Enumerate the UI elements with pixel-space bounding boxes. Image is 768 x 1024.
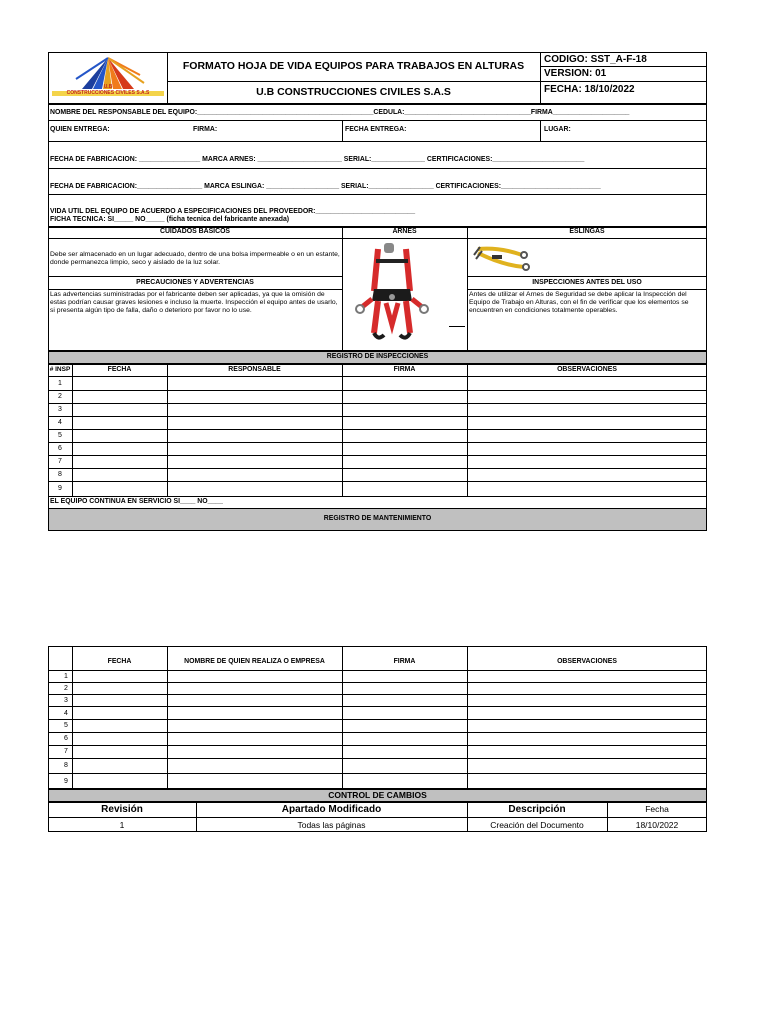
mant-header-observaciones: OBSERVACIONES — [557, 658, 617, 665]
continua-servicio[interactable]: EL EQUIPO CONTINUA EN SERVICIO SI____ NO____ — [50, 498, 223, 505]
lugar-label: LUGAR: — [544, 126, 571, 133]
inspecciones-table — [48, 364, 707, 510]
ficha-tecnica-field[interactable]: FICHA TECNICA: SI_____ NO_____ (ficha tecnica del fabricante anexada) — [50, 216, 290, 223]
harness-image — [348, 241, 444, 347]
cc-row-descripcion: Creación del Documento — [490, 820, 584, 830]
mant-row-num: 7 — [64, 748, 68, 755]
fabricacion-arnes-field[interactable]: FECHA DE FABRICACION: ________________ MARCA ARNES: ______________________ SERIAL:______________ CERTIFICACIONES:________________________ — [50, 156, 585, 163]
lanyard-image — [472, 241, 532, 274]
precauciones-title: PRECAUCIONES Y ADVERTENCIAS — [136, 279, 254, 286]
cuidados-title: CUIDADOS BÁSICOS — [159, 228, 231, 235]
cc-header-revision: Revisión — [101, 804, 143, 815]
insp-row-num: 6 — [58, 445, 62, 452]
mant-row-num: 5 — [64, 722, 68, 729]
mant-header-fecha: FECHA — [107, 658, 132, 665]
precauciones-text: Las advertencias suministradas por el fabricante deben ser aplicadas, ya que la omisión de estas podrían causar graves lesiones e incluso la muerte. Inspección el equipo antes de usarlo, si presenta algún tipo de falla, daño o deterioro por favor no lo use. — [50, 291, 338, 315]
insp-row-num: 8 — [58, 471, 62, 478]
cc-row-apartado: Todas las páginas — [297, 820, 366, 830]
registro-inspecciones-title: REGISTRO DE INSPECCIONES — [326, 353, 429, 360]
logo-subtext: CONSTRUCCIONES CIVILES S.A.S — [52, 91, 164, 96]
insp-row-num: 2 — [58, 393, 62, 400]
insp-header-responsable: RESPONSABLE — [228, 366, 281, 373]
version-label: VERSION: 01 — [544, 68, 607, 79]
mant-row-num: 8 — [64, 762, 68, 769]
fabricacion-eslinga-field[interactable]: FECHA DE FABRICACION:_________________ MARCA ESLINGA: ___________________ SERIAL:_________________ CERTIFICACIONES:__________________________ — [50, 183, 601, 190]
logo-text: U.B — [103, 84, 113, 90]
insp-header-firma: FIRMA — [393, 366, 416, 373]
insp-row-num: 3 — [58, 406, 62, 413]
mant-row-num: 4 — [64, 710, 68, 717]
insp-row-num: 4 — [58, 419, 62, 426]
cuidados-text: Debe ser almacenado en un lugar adecuado, dentro de una bolsa impermeable o en un estante, donde permanezca limpio, seco y aislado de la luz solar. — [50, 251, 340, 267]
fecha-entrega-label: FECHA ENTREGA: — [345, 126, 407, 133]
mant-row-num: 2 — [64, 685, 68, 692]
mant-row-num: 9 — [64, 778, 68, 785]
inspecciones-title: INSPECCIONES ANTES DEL USO — [532, 279, 642, 286]
registro-mantenimiento-title: REGISTRO DE MANTENIMIENTO — [323, 515, 432, 522]
arnes-title: ARNES — [392, 228, 417, 235]
mant-header-nombre: NOMBRE DE QUIEN REALIZA O EMPRESA — [184, 658, 325, 665]
inspecciones-text: Antes de utilizar el Arnes de Seguridad se debe aplicar la Inspección del Equipo de Trabajo en Alturas, con el fin de verificar que los elementos se encuentren en condiciones totalmente operables. — [469, 291, 689, 315]
control-cambios-title: CONTROL DE CAMBIOS — [328, 790, 427, 800]
mant-row-num: 1 — [64, 673, 68, 680]
codigo-label: CODIGO: SST_A-F-18 — [544, 54, 647, 65]
form-title: FORMATO HOJA DE VIDA EQUIPOS PARA TRABAJOS EN ALTURAS — [182, 60, 525, 72]
cc-row-fecha: 18/10/2022 — [635, 820, 679, 830]
insp-row-num: 1 — [58, 380, 62, 387]
insp-header-observaciones: OBSERVACIONES — [557, 366, 617, 373]
insp-header-fecha: FECHA — [107, 366, 132, 373]
mant-row-num: 6 — [64, 735, 68, 742]
firma-label: FIRMA: — [193, 126, 218, 133]
company-logo — [52, 55, 164, 101]
eslingas-title: ESLINGAS — [569, 228, 605, 235]
cc-header-fecha: Fecha — [645, 804, 669, 814]
cc-header-apartado: Apartado Modificado — [281, 804, 382, 815]
insp-row-num: 9 — [58, 485, 62, 492]
quien-entrega-label: QUIEN ENTREGA: — [50, 126, 110, 133]
insp-header-num: # INSP — [49, 366, 71, 373]
cc-row-revision: 1 — [119, 820, 125, 830]
fecha-label: FECHA: 18/10/2022 — [544, 84, 635, 95]
mant-header-firma: FIRMA — [393, 658, 416, 665]
cc-header-descripcion: Descripción — [508, 804, 566, 815]
vida-util-field[interactable]: VIDA UTIL DEL EQUIPO DE ACUERDO A ESPECIFICACIONES DEL PROVEEDOR:__________________________ — [50, 208, 416, 215]
insp-row-num: 7 — [58, 458, 62, 465]
mantenimiento-table — [48, 646, 707, 789]
insp-row-num: 5 — [58, 432, 62, 439]
mant-row-num: 3 — [64, 697, 68, 704]
responsable-field[interactable]: NOMBRE DEL RESPONSABLE DEL EQUIPO:______________________________________________CEDULA:_________________________________FIRMA____________________ — [50, 109, 630, 116]
company-name: U.B CONSTRUCCIONES CIVILES S.A.S — [256, 86, 451, 98]
